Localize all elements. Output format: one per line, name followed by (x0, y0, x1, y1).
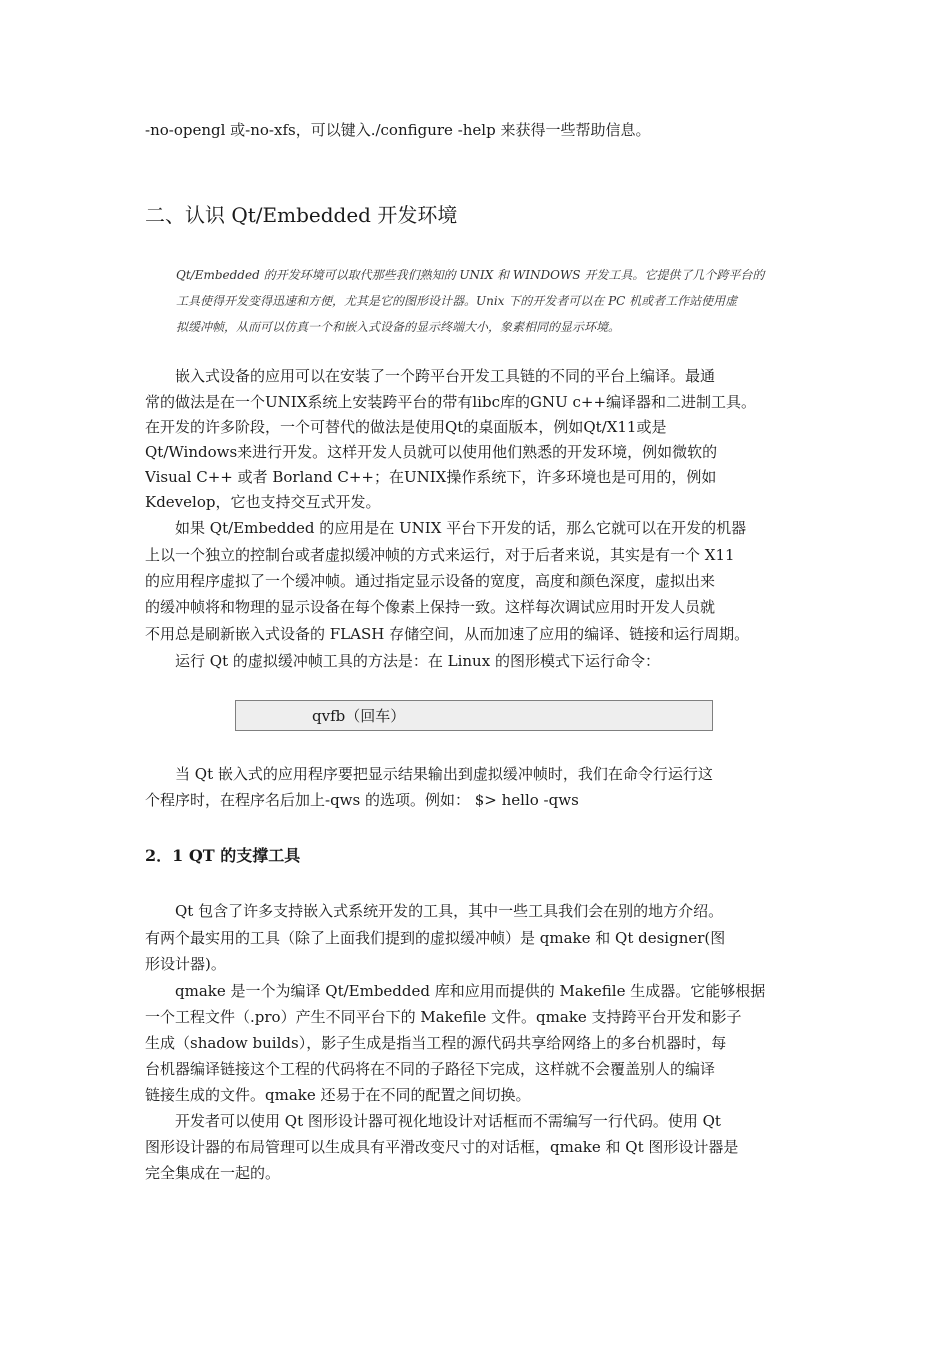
abstract-line: 工具使得开发变得迅速和方便，尤其是它的图形设计器。Unix 下的开发者可以在 PC 机或者工作站使用虚 (176, 294, 738, 308)
paragraph-line: 嵌入式设备的应用可以在安装了一个跨平台开发工具链的不同的平台上编译。最通 (145, 367, 716, 385)
paragraph-line: 的应用程序虚拟了一个缓冲帧。通过指定显示设备的宽度，高度和颜色深度，虚拟出来 (145, 572, 716, 590)
paragraph-line: 在开发的许多阶段，一个可替代的做法是使用Qt的桌面版本，例如Qt/X11或是 (145, 418, 667, 436)
abstract-line: Qt/Embedded 的开发环境可以取代那些我们熟知的 UNIX 和 WINDOWS 开发工具。它提供了几个跨平台的 (176, 268, 765, 282)
paragraph-line: qmake 是一个为编译 Qt/Embedded 库和应用而提供的 Makefile 生成器。它能够根据 (145, 982, 766, 1000)
code-command: qvfb（回车） (312, 707, 406, 725)
paragraph-line: Visual C++ 或者 Borland C++；在UNIX操作系统下，许多环境也是可用的，例如 (145, 468, 717, 486)
paragraph-line: 如果 Qt/Embedded 的应用是在 UNIX 平台下开发的话，那么它就可以在开发的机器 (145, 519, 747, 537)
paragraph-line: 形设计器)。 (145, 955, 226, 973)
paragraph-line: 一个工程文件（.pro）产生不同平台下的 Makefile 文件。qmake 支持跨平台开发和影子 (145, 1008, 742, 1026)
paragraph-line: 台机器编译链接这个工程的代码将在不同的子路径下完成，这样就不会覆盖别人的编译 (145, 1060, 716, 1078)
subsection-title: 2．1 QT 的支撑工具 (145, 846, 301, 865)
paragraph-line: 链接生成的文件。qmake 还易于在不同的配置之间切换。 (145, 1086, 531, 1104)
abstract-line: 拟缓冲帧，从而可以仿真一个和嵌入式设备的显示终端大小，象素相同的显示环境。 (176, 320, 621, 334)
paragraph-run-qvfb: 运行 Qt 的虚拟缓冲帧工具的方法是：在 Linux 的图形模式下运行命令： (145, 652, 660, 670)
intro-line: -no-opengl 或-no-xfs，可以键入./configure -help 来获得一些帮助信息。 (145, 121, 651, 139)
paragraph-line: 开发者可以使用 Qt 图形设计器可视化地设计对话框而不需编写一行代码。使用 Qt (145, 1112, 721, 1130)
paragraph-line: 完全集成在一起的。 (145, 1164, 281, 1182)
paragraph-line: 图形设计器的布局管理可以生成具有平滑改变尺寸的对话框，qmake 和 Qt 图形设计器是 (145, 1138, 739, 1156)
paragraph-line: 个程序时，在程序名后加上-qws 的选项。例如： $> hello -qws (145, 791, 579, 809)
paragraph-line: Qt 包含了许多支持嵌入式系统开发的工具，其中一些工具我们会在别的地方介绍。 (145, 902, 724, 920)
paragraph-line: 常的做法是在一个UNIX系统上安装跨平台的带有libc库的GNU c++编译器和二进制工具。 (145, 393, 757, 411)
paragraph-line: 有两个最实用的工具（除了上面我们提到的虚拟缓冲帧）是 qmake 和 Qt designer(图 (145, 929, 726, 947)
code-box (235, 700, 713, 731)
paragraph-line: 上以一个独立的控制台或者虚拟缓冲帧的方式来运行，对于后者来说，其实是有一个 X11 (145, 546, 735, 564)
paragraph-line: Qt/Windows来进行开发。这样开发人员就可以使用他们熟悉的开发环境，例如微软的 (145, 443, 718, 461)
paragraph-line: Kdevelop，它也支持交互式开发。 (145, 493, 381, 511)
paragraph-line: 不用总是刷新嵌入式设备的 FLASH 存储空间，从而加速了应用的编译、链接和运行周期。 (145, 625, 750, 643)
section-title: 二、认识 Qt/Embedded 开发环境 (145, 203, 458, 227)
paragraph-line: 的缓冲帧将和物理的显示设备在每个像素上保持一致。这样每次调试应用时开发人员就 (145, 598, 716, 616)
paragraph-line: 当 Qt 嵌入式的应用程序要把显示结果输出到虚拟缓冲帧时，我们在命令行运行这 (145, 765, 713, 783)
paragraph-line: 生成（shadow builds），影子生成是指当工程的源代码共享给网络上的多台机器时，每 (145, 1034, 727, 1052)
